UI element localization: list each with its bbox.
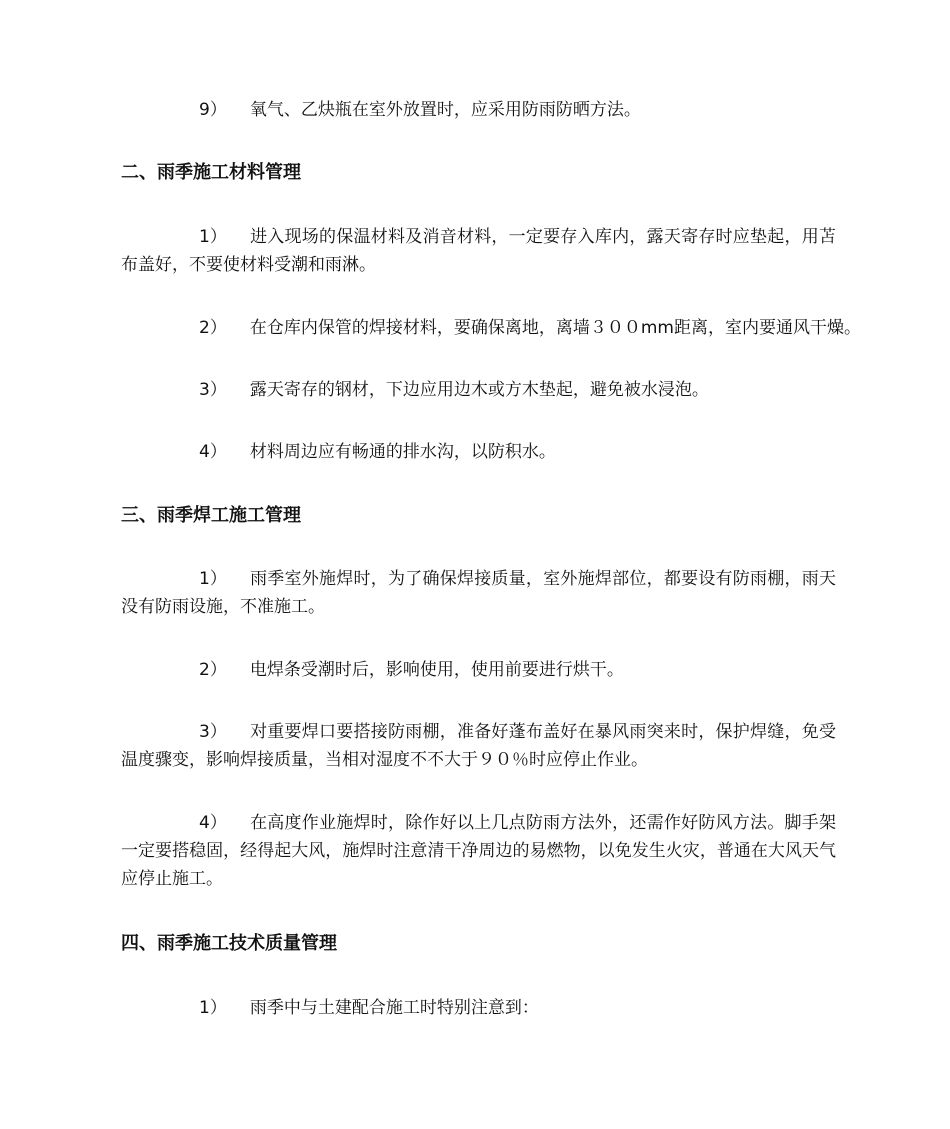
list-item-9	[121, 96, 836, 124]
list-text: 雨季中与土建配合施工时特别注意到：	[249, 998, 539, 1018]
list-item	[121, 565, 836, 621]
list-number: 1）	[199, 569, 227, 589]
list-text: 进入现场的保温材料及消音材料，一定要存入库内，露天寄存时应垫起，用苫布盖好，不要使材料受潮和雨淋。	[121, 227, 836, 275]
list-item	[121, 809, 836, 893]
list-text: 氧气、乙炔瓶在室外放置时，应采用防雨防晒方法。	[249, 100, 641, 120]
section-heading-2: 二、雨季施工材料管理	[121, 162, 301, 183]
list-number: 1）	[199, 998, 227, 1018]
list-text: 露天寄存的钢材，下边应用边木或方木垫起，避免被水浸泡。	[249, 380, 709, 400]
section-heading-4: 四、雨季施工技术质量管理	[121, 933, 337, 954]
list-number: 2）	[199, 318, 227, 338]
list-number: 3）	[199, 380, 227, 400]
list-text: 材料周边应有畅通的排水沟，以防积水。	[249, 442, 556, 462]
section-heading-3: 三、雨季焊工施工管理	[121, 505, 301, 526]
list-text: 电焊条受潮时后，影响使用，使用前要进行烘干。	[249, 660, 624, 680]
list-text: 在仓库内保管的焊接材料，要确保离地，离墙３００mm距离，室内要通风干燥。	[249, 318, 861, 338]
list-number: 9）	[199, 100, 227, 120]
list-text: 在高度作业施焊时，除作好以上几点防雨方法外，还需作好防风方法。脚手架一定要搭稳固，经得起大风，施焊时注意清干净周边的易燃物，以免发生火灾，普通在大风天气应停止施工。	[121, 813, 836, 889]
list-item	[121, 223, 836, 279]
list-text: 对重要焊口要搭接防雨棚，准备好蓬布盖好在暴风雨突来时，保护焊缝，免受温度骤变，影响焊接质量，当相对湿度不不大于９０％时应停止作业。	[121, 722, 836, 770]
list-item	[121, 314, 861, 342]
list-item	[121, 438, 836, 466]
list-item	[121, 994, 836, 1022]
list-item	[121, 656, 836, 684]
list-number: 4）	[199, 813, 227, 833]
list-text: 雨季室外施焊时，为了确保焊接质量，室外施焊部位，都要设有防雨棚，雨天没有防雨设施，不准施工。	[121, 569, 836, 617]
list-number: 2）	[199, 660, 227, 680]
list-item	[121, 718, 836, 774]
list-item	[121, 376, 836, 404]
list-number: 3）	[199, 722, 227, 742]
list-number: 1）	[199, 227, 227, 247]
list-number: 4）	[199, 442, 227, 462]
